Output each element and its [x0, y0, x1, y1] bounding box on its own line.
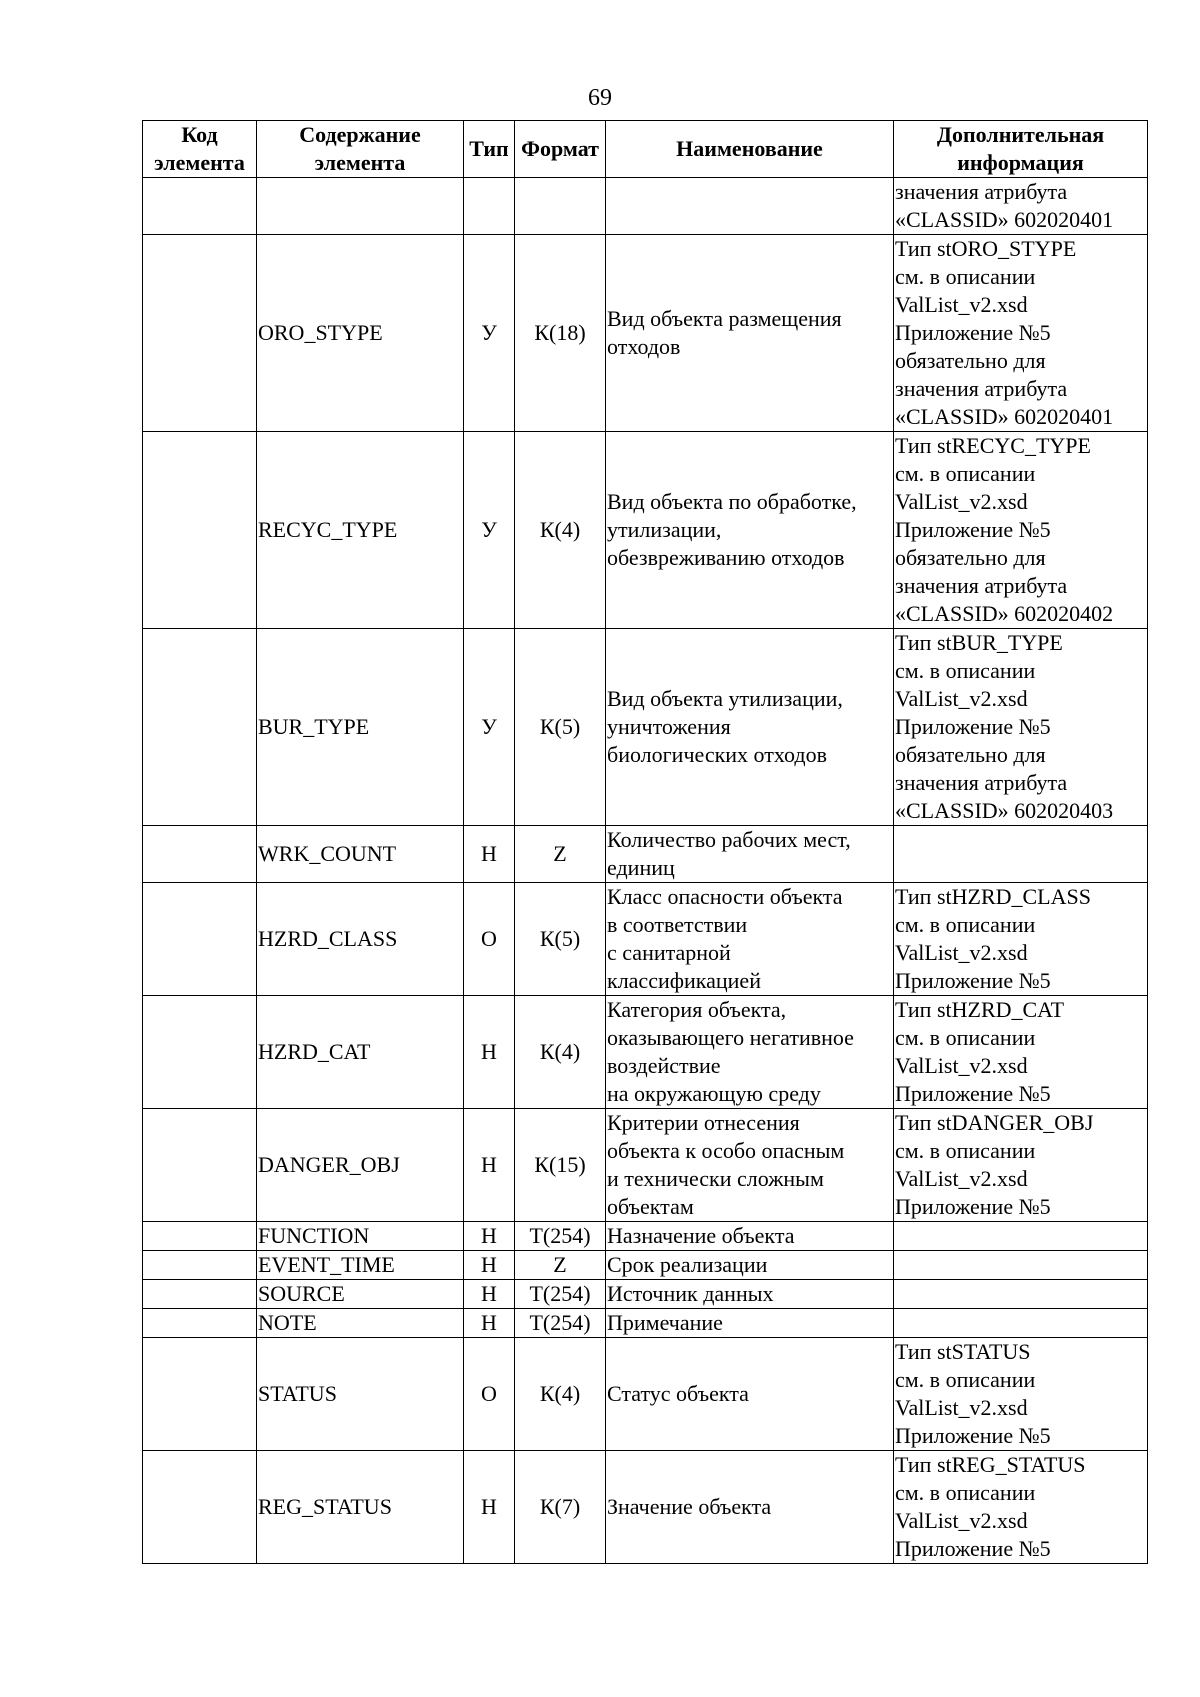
cell-format: К(4): [515, 1338, 606, 1451]
cell-code: [143, 629, 257, 826]
cell-code: [143, 235, 257, 432]
cell-name: Вид объекта утилизации, уничтожения биологических отходов: [606, 629, 894, 826]
cell-name: Статус объекта: [606, 1338, 894, 1451]
cell-element: HZRD_CAT: [257, 996, 464, 1109]
table-row: [143, 883, 1148, 996]
cell-type: Н: [464, 826, 515, 883]
table-row: [143, 432, 1148, 629]
cell-code: [143, 1280, 257, 1309]
cell-code: [143, 826, 257, 883]
cell-type: [464, 178, 515, 235]
cell-type: У: [464, 629, 515, 826]
cell-info: Тип stBUR_TYPE см. в описании ValList_v2.xsd Приложение №5 обязательно для значения атрибута «CLASSID» 602020403: [894, 629, 1148, 826]
cell-element: BUR_TYPE: [257, 629, 464, 826]
cell-format: Z: [515, 826, 606, 883]
cell-info: [894, 826, 1148, 883]
cell-type: У: [464, 432, 515, 629]
cell-format: Т(254): [515, 1280, 606, 1309]
cell-element: REG_STATUS: [257, 1451, 464, 1564]
header-content: Содержание элемента: [257, 121, 464, 178]
cell-name: Примечание: [606, 1309, 894, 1338]
table-header-row: [143, 121, 1148, 178]
cell-name: Категория объекта, оказывающего негативное воздействие на окружающую среду: [606, 996, 894, 1109]
cell-code: [143, 1338, 257, 1451]
cell-format: К(7): [515, 1451, 606, 1564]
cell-code: [143, 1309, 257, 1338]
cell-type: У: [464, 235, 515, 432]
cell-element: RECYC_TYPE: [257, 432, 464, 629]
cell-info: [894, 1280, 1148, 1309]
cell-type: Н: [464, 1280, 515, 1309]
cell-name: Назначение объекта: [606, 1222, 894, 1251]
table-row: [143, 1109, 1148, 1222]
page-number: 69: [588, 85, 612, 111]
cell-element: DANGER_OBJ: [257, 1109, 464, 1222]
cell-type: Н: [464, 996, 515, 1109]
cell-info: Тип stHZRD_CAT см. в описании ValList_v2.xsd Приложение №5: [894, 996, 1148, 1109]
cell-code: [143, 432, 257, 629]
table-row: [143, 1251, 1148, 1280]
table-row: [143, 996, 1148, 1109]
cell-name: Вид объекта размещения отходов: [606, 235, 894, 432]
table-row: [143, 629, 1148, 826]
table-row: [143, 1222, 1148, 1251]
cell-info: Тип stRECYC_TYPE см. в описании ValList_v2.xsd Приложение №5 обязательно для значения атрибута «CLASSID» 602020402: [894, 432, 1148, 629]
cell-type: Н: [464, 1222, 515, 1251]
cell-type: Н: [464, 1309, 515, 1338]
cell-info: Тип stDANGER_OBJ см. в описании ValList_v2.xsd Приложение №5: [894, 1109, 1148, 1222]
table-row: [143, 1280, 1148, 1309]
cell-name: Вид объекта по обработке, утилизации, обезвреживанию отходов: [606, 432, 894, 629]
cell-format: К(5): [515, 883, 606, 996]
cell-element: NOTE: [257, 1309, 464, 1338]
header-name: Наименование: [606, 121, 894, 178]
cell-code: [143, 996, 257, 1109]
cell-name: Значение объекта: [606, 1451, 894, 1564]
cell-name: Количество рабочих мест, единиц: [606, 826, 894, 883]
cell-format: Т(254): [515, 1309, 606, 1338]
cell-info: Тип stREG_STATUS см. в описании ValList_v2.xsd Приложение №5: [894, 1451, 1148, 1564]
cell-format: К(4): [515, 432, 606, 629]
cell-code: [143, 1109, 257, 1222]
cell-code: [143, 1451, 257, 1564]
specification-table: [142, 120, 1148, 1564]
header-format: Формат: [515, 121, 606, 178]
cell-name: Критерии отнесения объекта к особо опасным и технически сложным объектам: [606, 1109, 894, 1222]
cell-format: К(15): [515, 1109, 606, 1222]
cell-code: [143, 1251, 257, 1280]
cell-element: FUNCTION: [257, 1222, 464, 1251]
cell-code: [143, 1222, 257, 1251]
cell-element: SOURCE: [257, 1280, 464, 1309]
table-body: [143, 178, 1148, 1564]
cell-format: Т(254): [515, 1222, 606, 1251]
table-row: [143, 1338, 1148, 1451]
cell-format: К(5): [515, 629, 606, 826]
cell-format: К(4): [515, 996, 606, 1109]
table-row: [143, 178, 1148, 235]
cell-info: [894, 1309, 1148, 1338]
cell-info: Тип stHZRD_CLASS см. в описании ValList_v2.xsd Приложение №5: [894, 883, 1148, 996]
cell-name: Срок реализации: [606, 1251, 894, 1280]
cell-name: Источник данных: [606, 1280, 894, 1309]
cell-info: [894, 1251, 1148, 1280]
cell-type: Н: [464, 1251, 515, 1280]
cell-type: О: [464, 883, 515, 996]
table-row: [143, 235, 1148, 432]
cell-info: [894, 1222, 1148, 1251]
cell-element: WRK_COUNT: [257, 826, 464, 883]
cell-type: Н: [464, 1109, 515, 1222]
cell-code: [143, 178, 257, 235]
table-row: [143, 1451, 1148, 1564]
cell-element: STATUS: [257, 1338, 464, 1451]
cell-name: Класс опасности объекта в соответствии с санитарной классификацией: [606, 883, 894, 996]
cell-info: Тип stSTATUS см. в описании ValList_v2.xsd Приложение №5: [894, 1338, 1148, 1451]
cell-format: [515, 178, 606, 235]
cell-code: [143, 883, 257, 996]
header-type: Тип: [464, 121, 515, 178]
cell-format: Z: [515, 1251, 606, 1280]
cell-type: О: [464, 1338, 515, 1451]
header-info: Дополнительная информация: [894, 121, 1148, 178]
cell-info: Тип stORO_STYPE см. в описании ValList_v2.xsd Приложение №5 обязательно для значения атрибута «CLASSID» 602020401: [894, 235, 1148, 432]
cell-format: К(18): [515, 235, 606, 432]
header-code: Код элемента: [143, 121, 257, 178]
cell-element: ORO_STYPE: [257, 235, 464, 432]
table-row: [143, 826, 1148, 883]
table-row: [143, 1309, 1148, 1338]
cell-name: [606, 178, 894, 235]
cell-info: значения атрибута «CLASSID» 602020401: [894, 178, 1148, 235]
cell-element: HZRD_CLASS: [257, 883, 464, 996]
cell-element: EVENT_TIME: [257, 1251, 464, 1280]
cell-element: [257, 178, 464, 235]
cell-type: Н: [464, 1451, 515, 1564]
